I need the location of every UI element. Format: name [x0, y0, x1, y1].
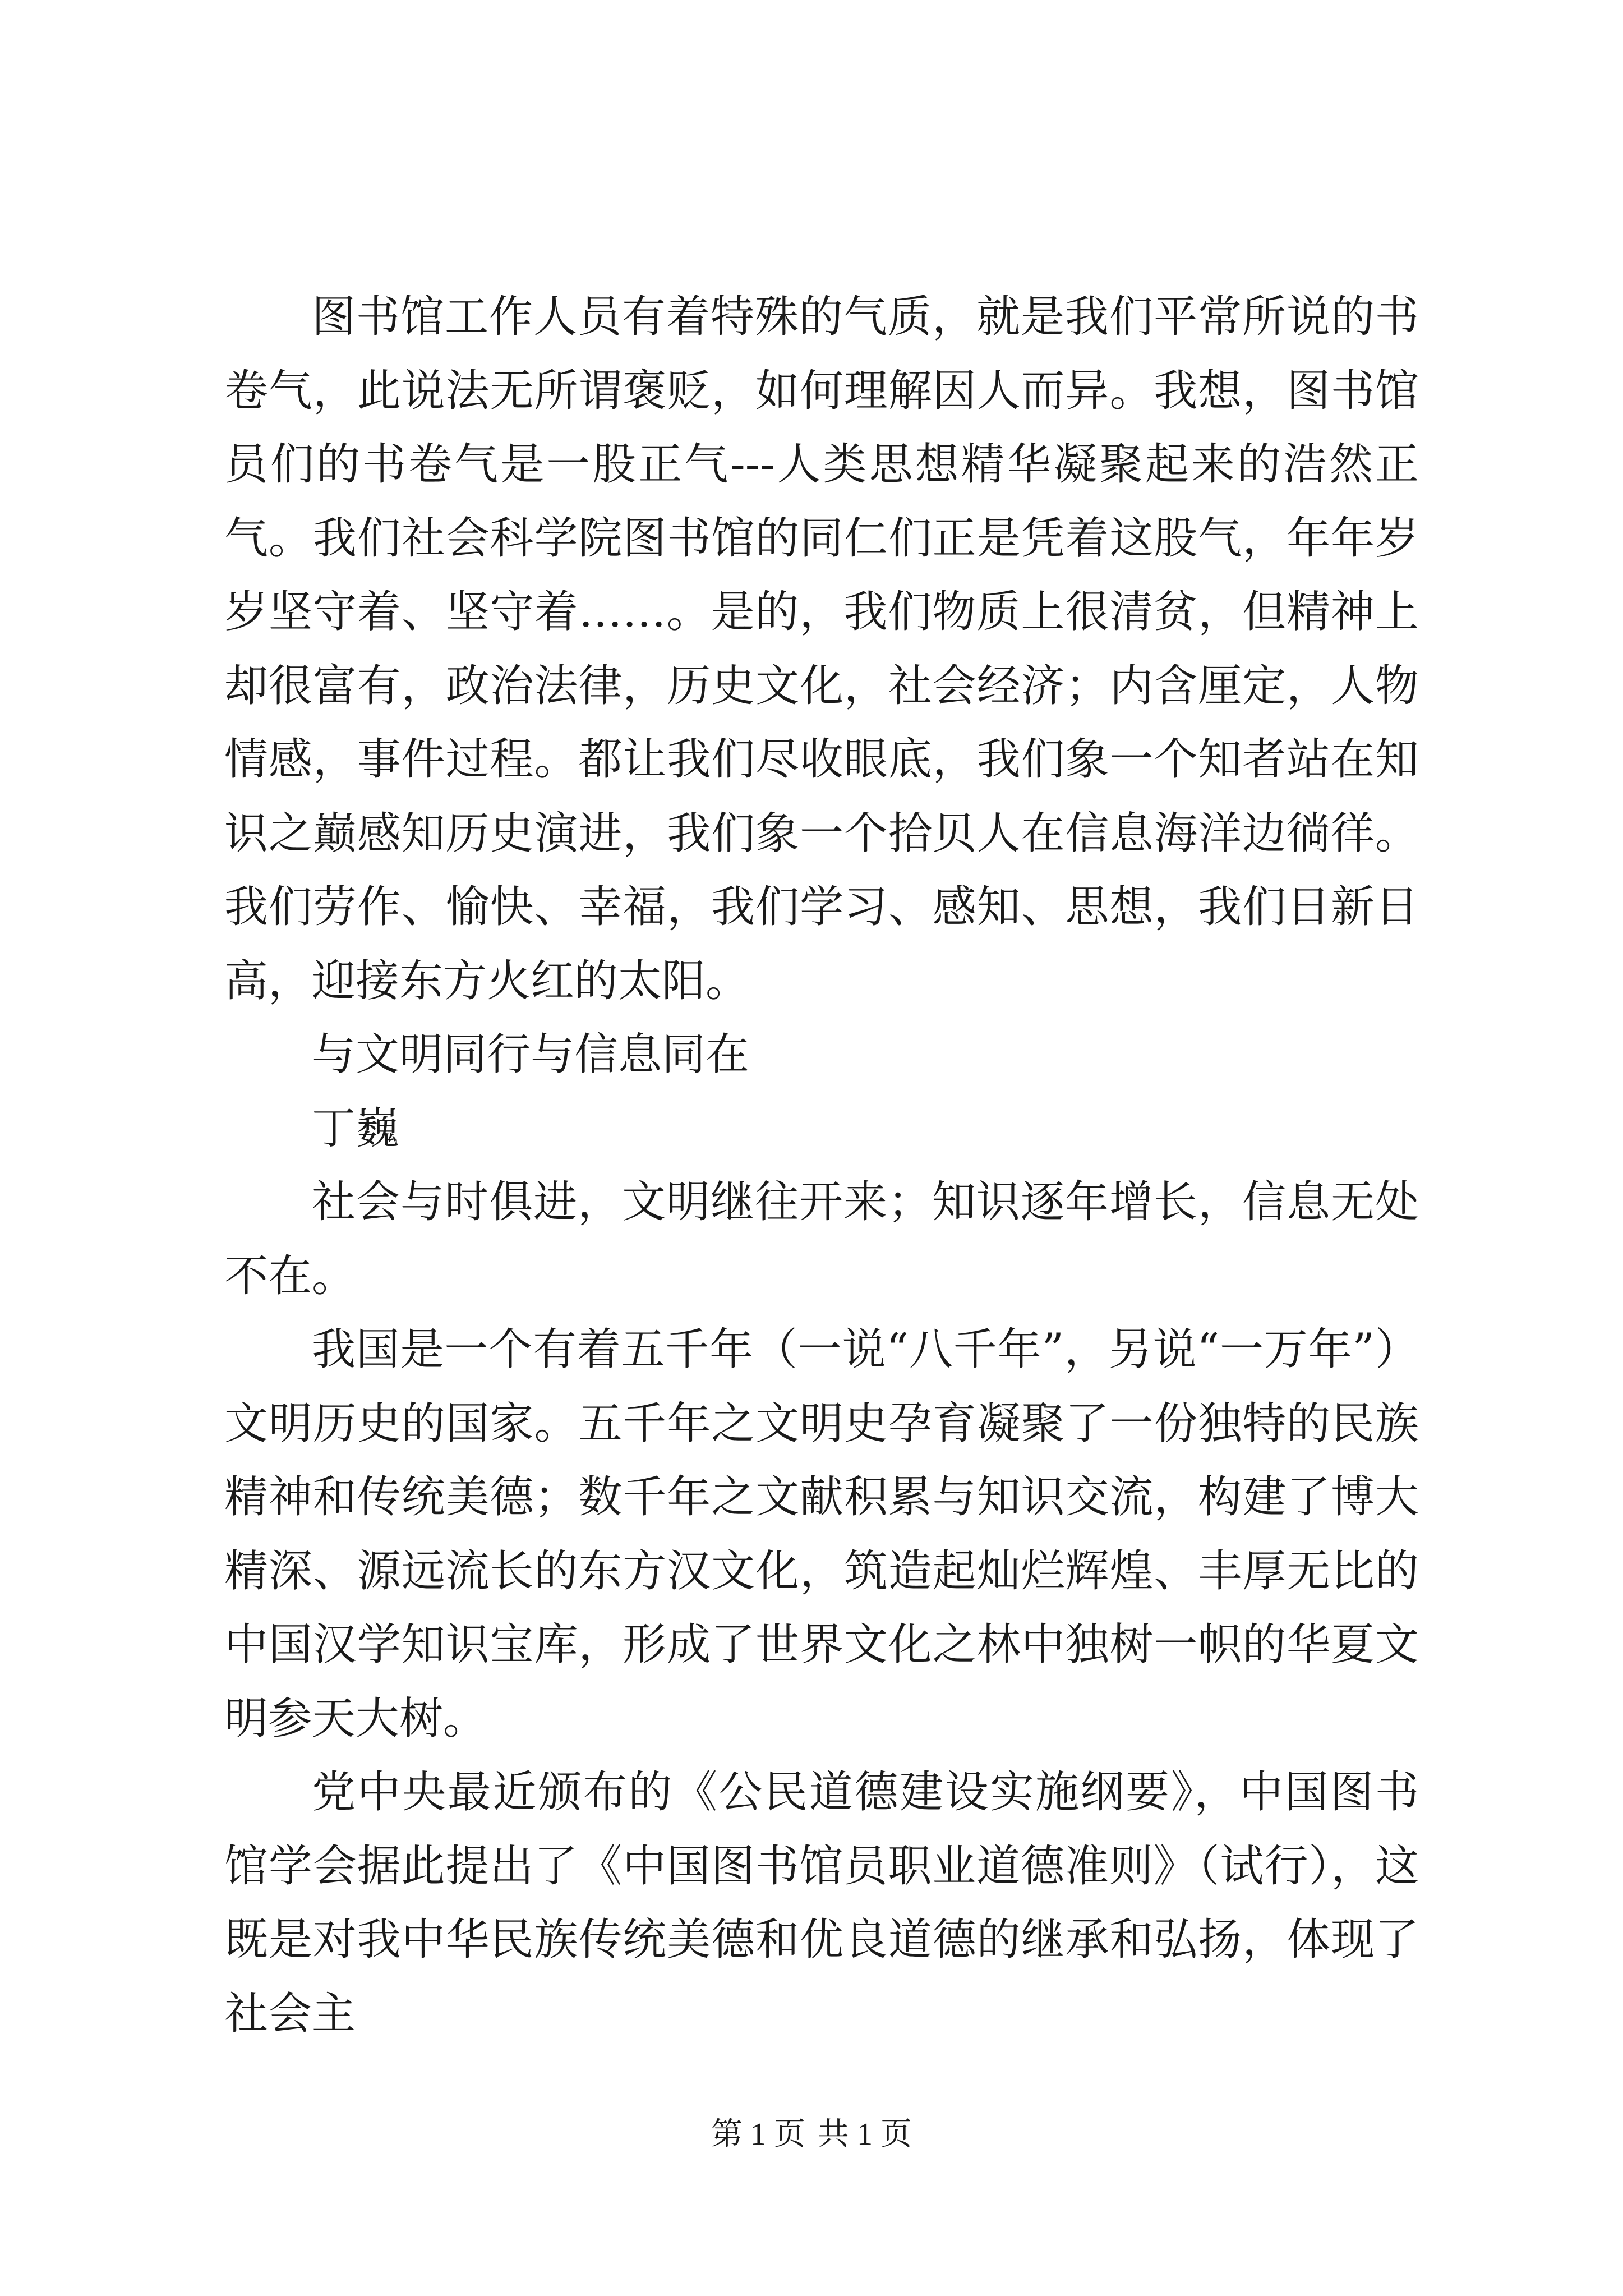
paragraph-moral-guidelines: 党中央最近颁布的《公民道德建设实施纲要》，中国图书馆学会据此提出了《中国图书馆员职业道德准则》（试行），这既是对我中华民族传统美德和优良道德的继承和弘扬，体现了社会主	[224, 1767, 1419, 2039]
document-body	[224, 280, 1419, 2051]
article-title: 与文明同行与信息同在	[312, 1029, 750, 1080]
paragraph-library-spirit: 图书馆工作人员有着特殊的气质，就是我们平常所说的书卷气，此说法无所谓褒贬，如何理解因人而异。我想，图书馆员们的书卷气是一股正气---人类思想精华凝聚起来的浩然正气。我们社会科学院图书馆的同仁们正是凭着这股气，年年岁岁坚守着、坚守着……。是的，我们物质上很清贫，但精神上却很富有，政治法律，历史文化，社会经济；内含厘定，人物情感，事件过程。都让我们尽收眼底，我们象一个知者站在知识之巅感知历史演进，我们象一个拾贝人在信息海洋边徜徉。我们劳作、愉快、幸福，我们学习、感知、思想，我们日新日高，迎接东方火红的太阳。	[224, 292, 1419, 1006]
page-footer	[0, 2109, 1623, 2154]
page-number: 第 1 页	[711, 2117, 805, 2152]
article-author: 丁巍	[312, 1103, 400, 1154]
page-total: 共 1 页	[818, 2117, 912, 2152]
paragraph-civilization-history: 我国是一个有着五千年（一说“八千年”，另说“一万年”）文明历史的国家。五千年之文明史孕育凝聚了一份独特的民族精神和传统美德；数千年之文献积累与知识交流，构建了博大精深、源远流长的东方汉文化，筑造起灿烂辉煌、丰厚无比的中国汉学知识宝库，形成了世界文化之林中独树一帜的华夏文明参天大树。	[224, 1324, 1419, 1744]
paragraph-society-progress: 社会与时俱进，文明继往开来；知识逐年增长，信息无处不在。	[224, 1177, 1419, 1301]
